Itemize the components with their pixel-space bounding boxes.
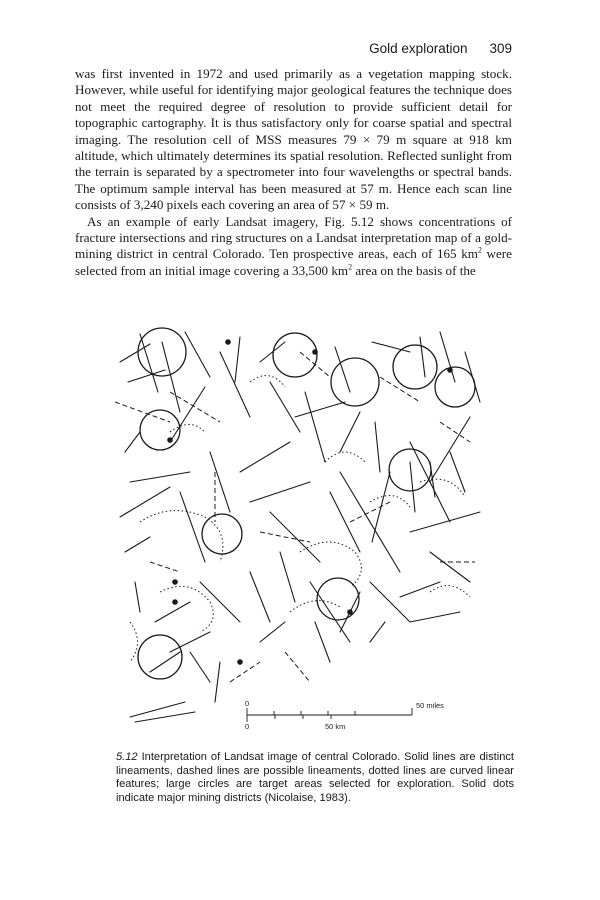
dashed-lineaments xyxy=(115,352,475,682)
target-circle xyxy=(389,449,431,491)
target-circle xyxy=(393,345,437,389)
body-text xyxy=(75,66,512,279)
superscript-2a: 2 xyxy=(477,246,482,256)
target-circle xyxy=(273,333,317,377)
target-circle xyxy=(435,367,475,407)
target-circle xyxy=(140,410,180,450)
mining-district-dot xyxy=(167,437,173,443)
paragraph-2-part-1: As an example of early Landsat imagery, Fig. 5.12 shows concentrations of fracture intersections and ring structures on a Landsat interpretation map of a gold-mining district in central Colorado. Ten prospective areas, each of 165 km xyxy=(75,213,512,262)
page-number: 309 xyxy=(489,41,512,56)
mining-district-dot xyxy=(172,599,178,605)
superscript-2b: 2 xyxy=(348,262,353,272)
mining-district-dot xyxy=(237,659,243,665)
landsat-interpretation-map xyxy=(110,322,490,742)
dotted-curved-features xyxy=(130,376,470,662)
caption-text: Interpretation of Landsat image of central Colorado. Solid lines are distinct lineaments, dashed lines are possible lineaments, dotted lines are curved linear features; large circles are target areas selected for exploration. Solid dots indicate major mining districts (Nicolaise, 1983). xyxy=(116,751,514,805)
paragraph-2 xyxy=(75,214,512,280)
scale-miles-label: 50 miles xyxy=(416,701,444,710)
target-circle xyxy=(138,635,182,679)
paragraph-2-part-2: were selected from an initial image covering a 33,500 km xyxy=(75,246,512,278)
solid-lineaments xyxy=(120,332,480,722)
target-circle xyxy=(317,578,359,620)
figure-caption xyxy=(116,751,514,806)
target-circle xyxy=(202,514,242,554)
mining-district-dot xyxy=(347,609,353,615)
mining-district-dot xyxy=(447,367,453,373)
scale-zero-bottom: 0 xyxy=(245,722,250,731)
scale-zero-top: 0 xyxy=(245,699,250,708)
mining-district-dot xyxy=(225,339,231,345)
map-drawing xyxy=(110,322,490,742)
paragraph-1: was first invented in 1972 and used primarily as a vegetation mapping stock. However, while useful for identifying major geological features the technique does not meet the required degree of resolution to provide sufficient detail for topographic cartography. It is thus satisfactory only for coarse spatial and spectral imaging. The resolution cell of MSS measures 79 × 79 m square at 918 km altitude, which ultimately determines its spatial resolution. Reflected sunlight from the terrain is separated by a spectrometer into four wavelengths or spectral bands. The optimum sample interval has been measured at 57 m. Hence each scan line consists of 3,240 pixels each covering an area of 57 × 59 m. xyxy=(75,66,512,213)
mining-district-dot xyxy=(172,579,178,585)
target-area-circles xyxy=(138,328,475,679)
figure-number: 5.12 xyxy=(116,751,138,763)
paragraph-2-part-3: area on the basis of the xyxy=(352,262,476,278)
running-head-title: Gold exploration xyxy=(369,41,468,56)
target-circle xyxy=(331,358,379,406)
scale-km-label: 50 km xyxy=(325,722,346,731)
mining-district-dot xyxy=(312,349,318,355)
running-head xyxy=(369,41,512,56)
scale-bar xyxy=(247,708,412,722)
